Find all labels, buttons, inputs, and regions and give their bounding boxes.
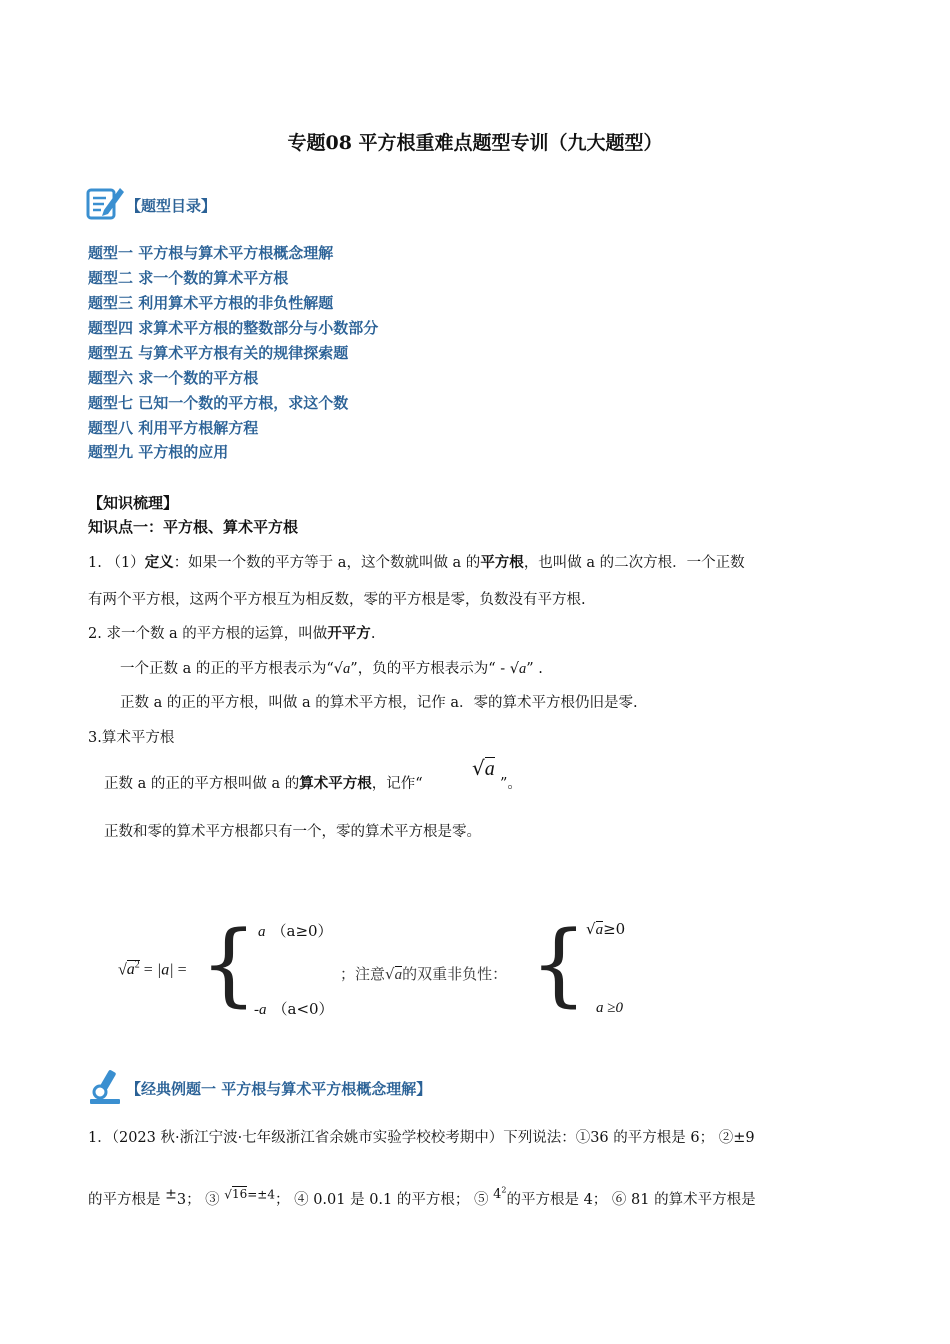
- example-heading: 【经典例题一 平方根与算术平方根概念理解】: [126, 1080, 432, 1098]
- p1-line1: 1. （1）定义：如果一个数的平方等于 a，这个数就叫做 a 的平方根，也叫做 a 的二次方根．一个正数: [88, 554, 745, 571]
- p3-line2: 正数 a 的正的平方根叫做 a 的算术平方根，记作“: [104, 775, 423, 792]
- toc-item-7[interactable]: 题型七 已知一个数的平方根，求这个数: [88, 394, 349, 412]
- knowledge-heading: 【知识梳理】: [88, 494, 179, 512]
- p3-heading: 3.算术平方根: [88, 730, 175, 746]
- toc-item-3[interactable]: 题型三 利用算术平方根的非负性解题: [88, 294, 334, 312]
- toc-item-1[interactable]: 题型一 平方根与算术平方根概念理解: [88, 244, 334, 262]
- case-nonneg: a （a≥0）: [258, 922, 333, 940]
- toc-item-6[interactable]: 题型六 求一个数的平方根: [88, 369, 259, 387]
- double-nonneg-note: ；注意√a的双重非负性：: [340, 965, 508, 983]
- pencil-note-icon: [86, 183, 126, 221]
- p2-line2: 一个正数 a 的正的平方根表示为“√a”，负的平方根表示为“ - √a” .: [120, 661, 543, 677]
- p3-line3: 正数和零的算术平方根都只有一个，零的算术平方根是零。: [104, 824, 481, 840]
- left-brace-1: {: [200, 912, 258, 1017]
- nonneg-a: a ≥0: [596, 1000, 623, 1016]
- toc-item-5[interactable]: 题型五 与算术平方根有关的规律探索题: [88, 344, 349, 362]
- toc-item-8[interactable]: 题型八 利用平方根解方程: [88, 419, 259, 437]
- case-neg: -a （a<0）: [254, 1000, 334, 1018]
- page-title: 专题08 平方根重难点题型专训（九大题型）: [287, 132, 663, 154]
- sqrt-a-symbol-neg: √a: [509, 661, 527, 677]
- sqrt-a-symbol: √a: [333, 661, 351, 677]
- toc-item-9[interactable]: 题型九 平方根的应用: [88, 443, 229, 461]
- toc-item-2[interactable]: 题型二 求一个数的算术平方根: [88, 269, 289, 287]
- microscope-icon: [86, 1068, 126, 1106]
- left-brace-2: {: [530, 912, 588, 1017]
- p2-line3: 正数 a 的正的平方根，叫做 a 的算术平方根，记作 a．零的算术平方根仍旧是零.: [120, 695, 638, 711]
- point1-heading: 知识点一：平方根、算术平方根: [88, 518, 299, 536]
- q1-line2: 的平方根是 ±3； ③ $^{√16=\pm 4}$； ④ 0.01 是 0.1 的平方根； ⑤ $^{4^2}$的平方根是 4； ⑥ 81 的算术平方根是: [88, 1186, 756, 1209]
- formula-sqrt-a2: $√a^2 = |a|$ =: [118, 960, 187, 979]
- p1-line2: 有两个平方根，这两个平方根互为相反数，零的平方根是零，负数没有平方根.: [88, 592, 586, 608]
- nonneg-sqrt: √a≥0: [586, 920, 626, 938]
- p3-close-quote: ”。: [500, 776, 522, 792]
- q1-line1: 1．（2023 秋·浙江宁波·七年级浙江省余姚市实验学校校考期中）下列说法：①36 的平方根是 6； ②±9: [88, 1130, 755, 1146]
- toc-item-4[interactable]: 题型四 求算术平方根的整数部分与小数部分: [88, 319, 379, 337]
- toc-heading: 【题型目录】: [126, 197, 217, 215]
- sqrt-a-large: √a: [472, 756, 495, 780]
- p2-line1: 2. 求一个数 a 的平方根的运算，叫做开平方.: [88, 625, 376, 642]
